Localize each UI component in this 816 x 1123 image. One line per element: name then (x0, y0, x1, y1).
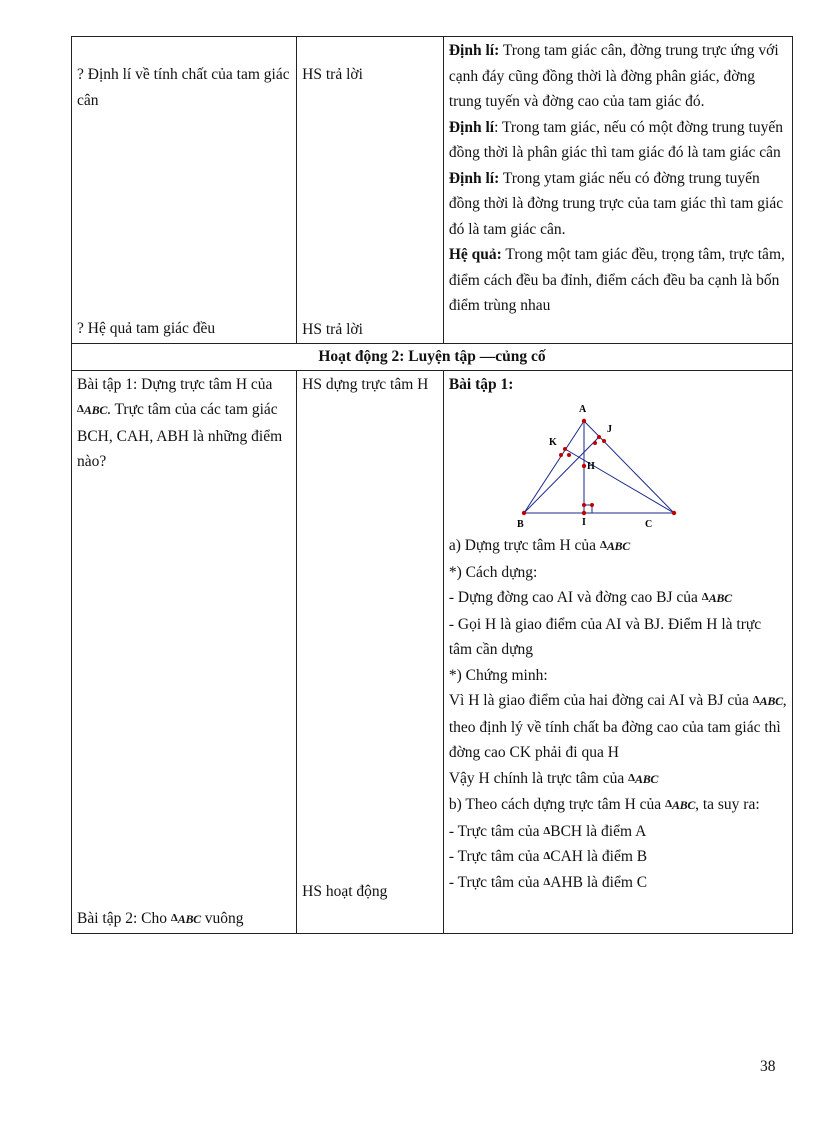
point-k (563, 447, 567, 451)
part-b: b) Theo cách dựng trực tâm H của ΔABC, ta suy ra: (448, 796, 760, 813)
table-row (72, 37, 793, 344)
altitude-bj (524, 437, 599, 513)
conclusion: Vậy H chính là trực tâm của ΔABC (448, 769, 659, 787)
point-i (582, 511, 586, 515)
orthocenter-figure (477, 397, 677, 527)
label-i: I (581, 517, 586, 527)
content-column (443, 37, 792, 344)
corollary: Hệ quả: Trong một tam giác đều, trọng tâm, trực tâm, điểm cách đều ba đỉnh, điểm cách đều ba cạnh là bốn điểm trùng nhau (448, 246, 785, 314)
proof-text: Vì H là giao điểm của hai đờng cai AI và BJ của ΔABC, theo định lý về tính chất ba đờng cao của tam giác thì đờng cao CK phải đi qua H (448, 692, 787, 761)
theorem-1: Định lí: Trong tam giác cân, đờng trung trực ứng với cạnh đáy cũng đồng thời là đờng phân giác, đờng trung tuyến và đờng cao của tam giác đó. (448, 42, 779, 110)
point-j (597, 435, 601, 439)
point-b (522, 511, 526, 515)
section-header-row (72, 344, 793, 371)
altitude-ck (565, 449, 674, 513)
point-j-mark (602, 439, 606, 443)
side-ac (584, 421, 674, 513)
label-k: K (548, 437, 557, 448)
student-action-2: HS hoạt động (302, 883, 388, 900)
label-c: C (644, 519, 653, 527)
construct-heading: *) Cách dựng: (448, 563, 538, 581)
proof-heading: *) Chứng minh: (448, 666, 548, 684)
point-k-mark (559, 453, 563, 457)
construct-step-1: - Dựng đờng cao AI và đờng cao BJ của ΔABC (448, 589, 732, 606)
teacher-column (72, 370, 297, 934)
theorem-2: Định lí: Trong tam giác, nếu có một đờng trung tuyến đồng thời là phân giác thì tam giác đó là tam giác cân (448, 118, 783, 161)
label-h: H (586, 461, 595, 472)
page-number: 38 (760, 1058, 776, 1075)
side-ab (524, 421, 584, 513)
student-column (297, 37, 444, 344)
table-row (72, 370, 793, 934)
label-a: A (578, 404, 587, 415)
student-column (297, 370, 444, 934)
teacher-column (72, 37, 297, 344)
question-equilateral: ? Hệ quả tam giác đều (77, 320, 216, 337)
point-a (582, 419, 586, 423)
point-k-mark (567, 453, 571, 457)
point-i-mark (582, 503, 586, 507)
question-isosceles: ? Định lí về tính chất của tam giác cân (77, 66, 290, 109)
theorem-3: Định lí: Trong ytam giác nếu có đờng trung tuyến đồng thời là đờng trung trực của tam giác thì tam giác đó là tam giác cân. (448, 169, 784, 238)
student-answer: HS trả lời (302, 320, 363, 338)
point-j-mark (593, 441, 597, 445)
part-a: a) Dựng trực tâm H của ΔABC (448, 537, 630, 554)
result-3: - Trực tâm của ΔAHB là điểm C (448, 873, 648, 891)
label-j: J (606, 424, 612, 435)
content-column (443, 370, 792, 934)
result-2: - Trực tâm của ΔCAH là điểm B (448, 848, 648, 865)
label-b: B (516, 519, 524, 527)
point-c (672, 511, 676, 515)
result-1: - Trực tâm của ΔBCH là điểm A (448, 822, 647, 840)
lesson-table (71, 36, 793, 934)
construct-step-2: - Gọi H là giao điểm của AI và BJ. Điểm H là trực tâm cần dựng (448, 615, 762, 658)
point-i-mark (590, 503, 594, 507)
exercise-title: Bài tập 1: (448, 375, 514, 393)
section-header: Hoạt động 2: Luyện tập —củng cố (72, 344, 793, 371)
exercise-1-question: Bài tập 1: Dựng trực tâm H của ΔABC. Trực tâm của các tam giác BCH, CAH, ABH là những điểm nào? (77, 375, 283, 470)
student-answer: HS trả lời (302, 66, 363, 83)
student-action-1: HS dựng trực tâm H (302, 375, 429, 393)
point-h (582, 464, 586, 468)
exercise-2-question: Bài tập 2: Cho ΔABC vuông (77, 909, 244, 927)
